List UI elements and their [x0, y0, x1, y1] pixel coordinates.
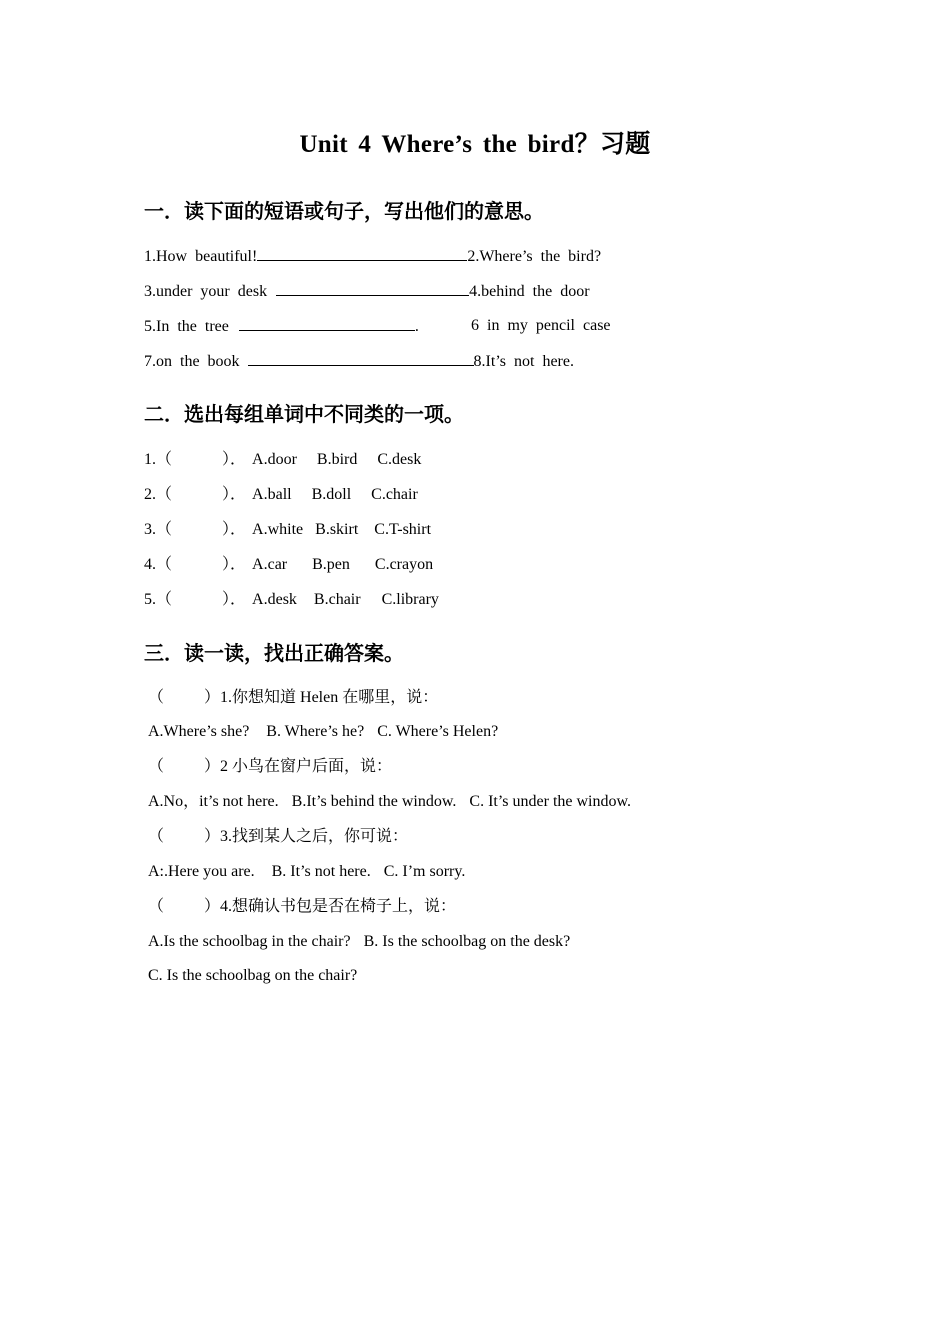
option-b: B.chair — [313, 591, 361, 608]
phrase-2: 2.Where’s the bird? — [467, 248, 602, 265]
translation-line-2 — [144, 281, 590, 302]
translation-line-1 — [144, 246, 601, 267]
option-c: C.T-shirt — [374, 521, 432, 538]
option-a: A.Is the schoolbag in the chair? — [148, 933, 351, 950]
question-text: ）2 小鸟在窗户后面，说： — [204, 758, 393, 775]
phrase-5-end: . — [414, 318, 419, 335]
page-title: Unit 4 Where’s the bird？习题 — [299, 131, 651, 158]
option-a: A.Where’s she? — [148, 723, 250, 740]
phrase-5: 5.In the tree — [144, 318, 229, 335]
question-3 — [148, 827, 408, 847]
phrase-8: 8.It’s not here. — [473, 353, 574, 370]
choice-number: 4.（ — [144, 556, 173, 573]
choice-row-3 — [144, 520, 431, 540]
question-4 — [148, 897, 456, 917]
option-a: A.door — [252, 451, 297, 468]
question-2-options — [148, 792, 631, 812]
choice-row-2 — [144, 485, 418, 505]
choice-number: 2.（ — [144, 486, 173, 503]
choice-close: ）． — [222, 591, 247, 608]
option-b: B. Is the schoolbag on the desk? — [363, 933, 571, 950]
option-c: C.desk — [377, 451, 422, 468]
answer-blank-1[interactable] — [257, 246, 467, 261]
option-c: C. Where’s Helen? — [377, 723, 499, 740]
choice-row-5 — [144, 590, 439, 610]
choice-close: ）． — [222, 521, 247, 538]
phrase-7: 7.on the book — [144, 353, 240, 370]
translation-line-4 — [144, 351, 574, 372]
option-a: A.No，it’s not here. — [148, 793, 279, 810]
question-paren-open: （ — [148, 898, 165, 915]
choice-number: 5.（ — [144, 591, 173, 608]
option-b: B.bird — [316, 451, 358, 468]
answer-blank-3[interactable] — [276, 281, 469, 296]
choice-number: 3.（ — [144, 521, 173, 538]
option-b: B.doll — [311, 486, 352, 503]
question-4-options — [148, 932, 570, 952]
question-text: ）3.找到某人之后，你可说： — [204, 828, 409, 845]
phrase-1: 1.How beautiful! — [144, 248, 258, 265]
question-paren-open: （ — [148, 689, 165, 706]
option-c: C. It’s under the window. — [469, 793, 631, 810]
question-text: ）1.你想知道 Helen 在哪里，说： — [204, 689, 439, 706]
option-c: C.crayon — [374, 556, 434, 573]
question-paren-open: （ — [148, 758, 165, 775]
question-text: ）4.想确认书包是否在椅子上，说： — [204, 898, 457, 915]
option-a: A:.Here you are. — [148, 863, 255, 880]
question-2 — [148, 757, 392, 777]
option-b: B.skirt — [315, 521, 359, 538]
choice-row-4 — [144, 555, 433, 575]
choice-close: ）． — [222, 556, 247, 573]
option-a: A.white — [252, 521, 304, 538]
answer-blank-5[interactable] — [239, 316, 415, 331]
choice-number: 1.（ — [144, 451, 173, 468]
question-4-options-2 — [148, 966, 357, 986]
choice-close: ）． — [222, 451, 247, 468]
option-c: C.library — [381, 591, 439, 608]
question-3-options — [148, 862, 465, 882]
section-3-heading: 三．读一读，找出正确答案。 — [144, 641, 404, 665]
choice-close: ）． — [222, 486, 247, 503]
option-c: C. Is the schoolbag on the chair? — [148, 967, 358, 984]
option-a: A.ball — [252, 486, 292, 503]
option-c: C.chair — [371, 486, 418, 503]
question-1-options — [148, 722, 498, 742]
option-b: B. It’s not here. — [271, 863, 371, 880]
phrase-3: 3.under your desk — [144, 283, 268, 300]
translation-line-3 — [144, 316, 419, 337]
option-b: B.pen — [312, 556, 350, 573]
option-b: B. Where’s he? — [266, 723, 365, 740]
option-a: A.desk — [252, 591, 297, 608]
option-b: B.It’s behind the window. — [291, 793, 457, 810]
translation-line-3b — [471, 316, 611, 336]
section-2-heading: 二．选出每组单词中不同类的一项。 — [144, 402, 464, 426]
question-paren-open: （ — [148, 828, 165, 845]
question-1 — [148, 688, 438, 708]
option-a: A.car — [252, 556, 288, 573]
answer-blank-7[interactable] — [248, 351, 474, 366]
phrase-4: 4.behind the door — [469, 283, 590, 300]
section-1-heading: 一．读下面的短语或句子，写出他们的意思。 — [144, 199, 544, 223]
phrase-6: 6 in my pencil case — [471, 317, 611, 334]
option-c: C. I’m sorry. — [383, 863, 466, 880]
choice-row-1 — [144, 450, 421, 470]
